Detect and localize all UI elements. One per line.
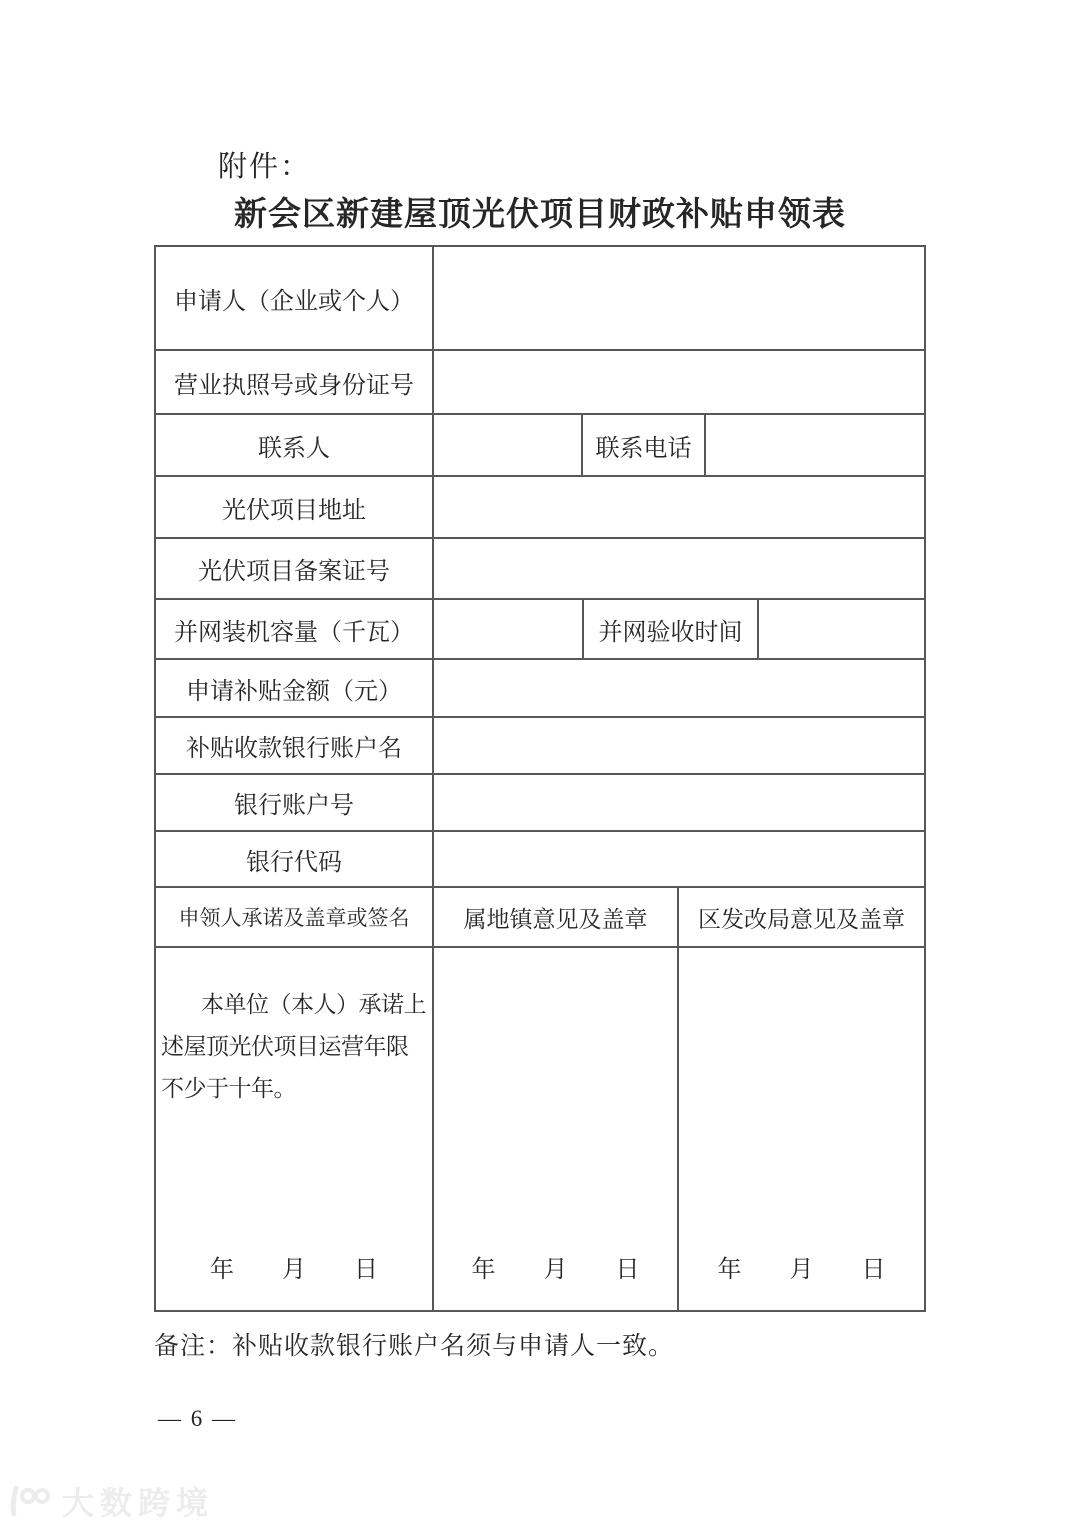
- field-label-filing-number: 光伏项目备案证号: [198, 559, 390, 585]
- attachment-label: 附件：: [218, 151, 312, 183]
- field-label-bank-account-name: 补贴收款银行账户名: [186, 736, 402, 762]
- row-subsidy-amount: [156, 658, 924, 716]
- field-label-project-address: 光伏项目地址: [222, 497, 366, 524]
- field-value-subsidy-amount: [432, 660, 924, 716]
- row-signature-headers: [156, 886, 924, 946]
- signature-area-drb: [677, 948, 924, 1310]
- commitment-text: 本单位（本人）承诺上述屋顶光伏项目运营年限不少于十年。: [161, 992, 426, 1101]
- field-value-applicant: [432, 247, 924, 349]
- field-value-filing-number: [432, 539, 924, 598]
- field-value-acceptance-time: [757, 600, 924, 658]
- row-contact: [156, 413, 924, 475]
- note-text: 备注：补贴收款银行账户名须与申请人一致。: [154, 1333, 675, 1360]
- field-label-grid-capacity: 并网装机容量（千瓦）: [174, 619, 414, 646]
- row-filing-number: [156, 537, 924, 598]
- watermark-text: 大数跨境: [62, 1485, 215, 1521]
- row-signature-areas: [156, 946, 924, 1310]
- field-value-grid-capacity: [432, 600, 582, 658]
- row-license-or-id: [156, 349, 924, 413]
- field-value-license-or-id: [432, 351, 924, 413]
- field-label-acceptance-time: 并网验收时间: [582, 600, 757, 658]
- watermark-logo-icon: [8, 1484, 52, 1518]
- watermark: [8, 1478, 214, 1524]
- row-bank-account-name: [156, 716, 924, 773]
- row-project-address: [156, 475, 924, 537]
- field-label-subsidy-amount: 申请补贴金额（元）: [186, 678, 402, 705]
- header-applicant-commitment: 申领人承诺及盖章或签名: [178, 906, 410, 930]
- subsidy-form-table: [154, 245, 926, 1312]
- field-value-bank-account-number: [432, 775, 924, 830]
- field-label-license-or-id: 营业执照号或身份证号: [174, 372, 414, 399]
- date-line-applicant: 年 月 日: [210, 1257, 378, 1283]
- date-line-drb: 年 月 日: [717, 1257, 886, 1283]
- row-bank-account-number: [156, 773, 924, 830]
- signature-area-applicant: [156, 948, 432, 1310]
- field-label-contact-phone: 联系电话: [581, 415, 704, 475]
- field-label-bank-account-number: 银行账户号: [234, 793, 354, 819]
- date-line-town: 年 月 日: [471, 1257, 640, 1283]
- field-label-applicant: 申请人（企业或个人）: [174, 288, 414, 315]
- field-value-bank-code: [432, 832, 924, 886]
- header-town-opinion: 属地镇意见及盖章: [432, 888, 677, 946]
- row-bank-code: [156, 830, 924, 886]
- field-label-contact-person: 联系人: [258, 435, 330, 462]
- header-drb-opinion: 区发改局意见及盖章: [677, 888, 924, 946]
- row-grid-capacity: [156, 598, 924, 658]
- signature-area-town: [432, 948, 677, 1310]
- field-label-bank-code: 银行代码: [246, 849, 342, 876]
- field-value-contact-phone: [704, 415, 924, 475]
- field-value-bank-account-name: [432, 718, 924, 773]
- field-value-project-address: [432, 477, 924, 537]
- page-title: 新会区新建屋顶光伏项目财政补贴申领表: [234, 197, 846, 233]
- field-value-contact-person: [432, 415, 581, 475]
- row-applicant: [156, 247, 924, 349]
- page-number: — 6 —: [158, 1406, 237, 1431]
